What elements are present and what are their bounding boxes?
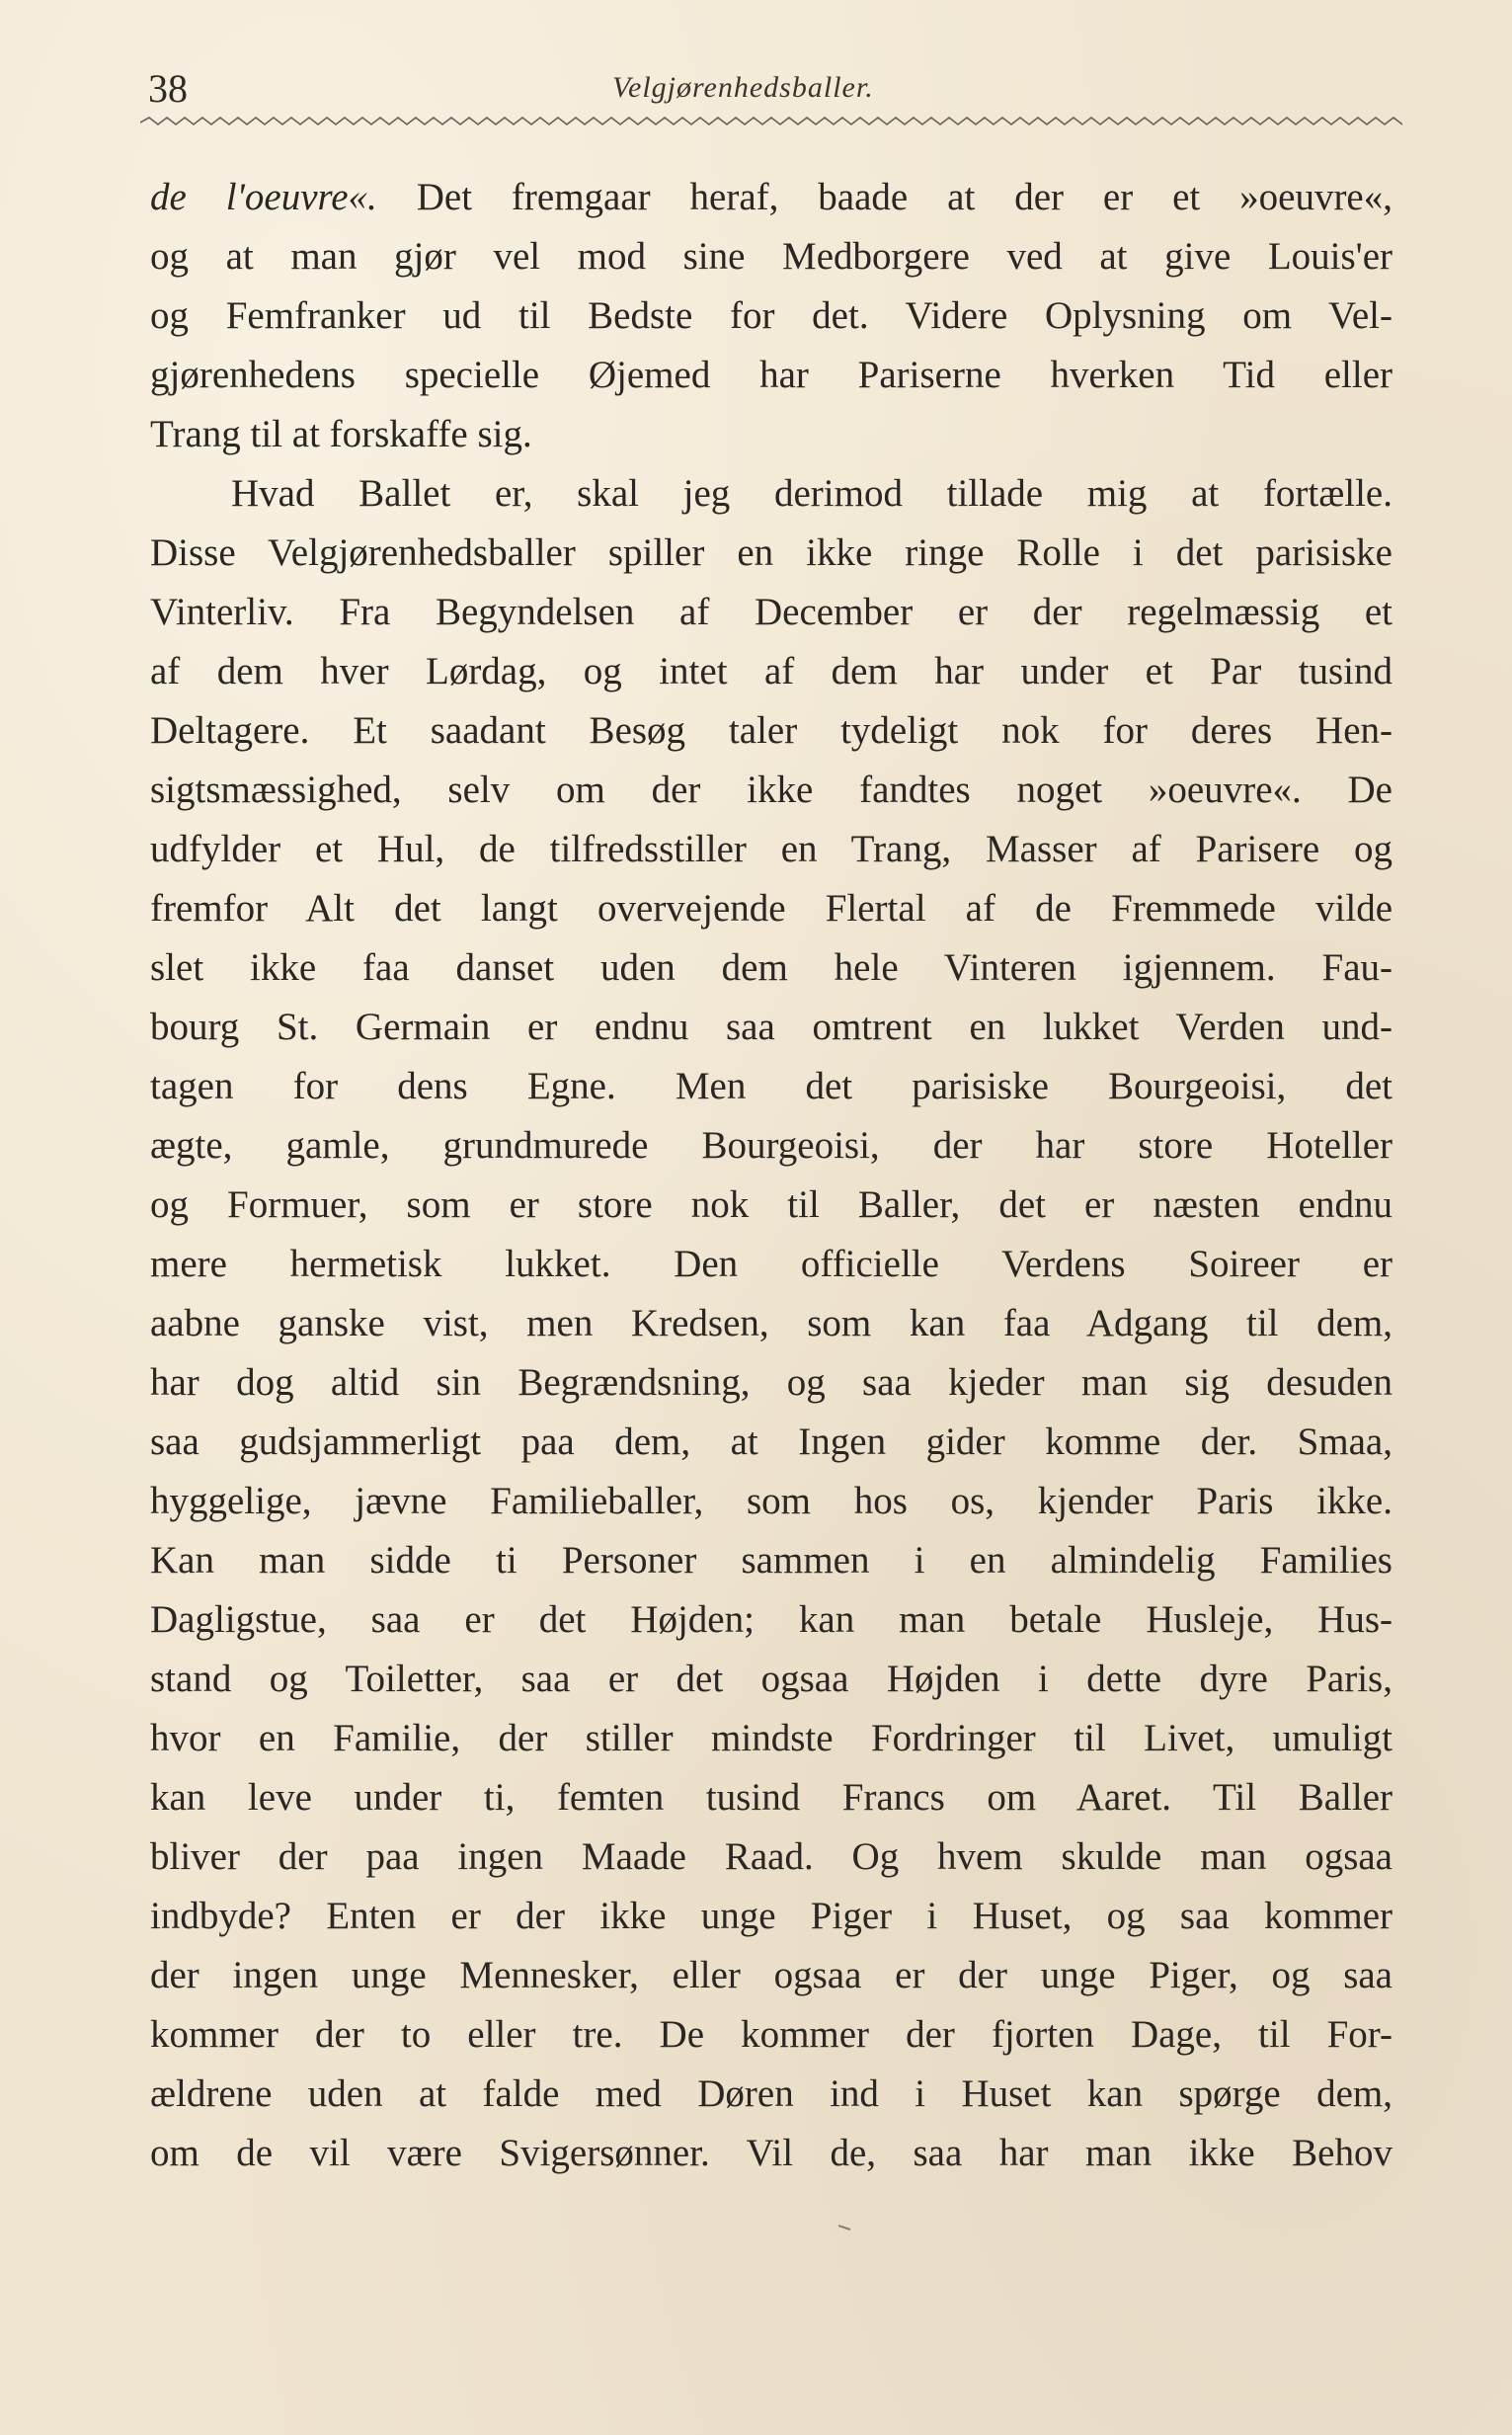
- text-line: mere hermetisk lukket. Den officielle Verdens Soireer er: [150, 1243, 1393, 1285]
- text-line: gjørenhedens specielle Øjemed har Pariserne hverken Tid eller: [150, 354, 1393, 396]
- text-line: der ingen unge Mennesker, eller ogsaa er der unge Piger, og saa: [150, 1954, 1393, 1996]
- text-line: sigtsmæssighed, selv om der ikke fandtes noget »oeuvre«. De: [150, 769, 1393, 811]
- text-line: kan leve under ti, femten tusind Francs om Aaret. Til Baller: [150, 1776, 1393, 1819]
- body-text: [150, 168, 1393, 2183]
- text-line: Vinterliv. Fra Begyndelsen af December er der regelmæssig et: [150, 591, 1393, 633]
- ornamental-rule: [140, 115, 1402, 128]
- text-line-1: [150, 168, 1393, 227]
- text-line: ældrene uden at falde med Døren ind i Huset kan spørge dem,: [150, 2072, 1393, 2115]
- text-line: fremfor Alt det langt overvejende Flertal af de Fremmede vilde: [150, 887, 1393, 930]
- text-line: tagen for dens Egne. Men det parisiske Bourgeoisi, det: [150, 1065, 1393, 1107]
- text-line: udfylder et Hul, de tilfredsstiller en Trang, Masser af Parisere og: [150, 828, 1393, 870]
- text-line: hvor en Familie, der stiller mindste Fordringer til Livet, umuligt: [150, 1717, 1393, 1759]
- text-line: af dem hver Lørdag, og intet af dem har under et Par tusind: [150, 650, 1393, 692]
- text-line: Deltagere. Et saadant Besøg taler tydeligt nok for deres Hen-: [150, 709, 1393, 752]
- text-line-1-rest: Det fremgaar heraf, baade at der er et »oeuvre«,: [376, 176, 1393, 218]
- page-header: [148, 65, 1402, 115]
- running-title: Velgjørenhedsballer.: [612, 71, 874, 104]
- text-line: saa gudsjammerligt paa dem, at Ingen gider komme der. Smaa,: [150, 1420, 1393, 1463]
- text-line: slet ikke faa danset uden dem hele Vinteren igjennem. Fau-: [150, 946, 1393, 989]
- text-line: om de vil være Svigersønner. Vil de, saa har man ikke Behov: [150, 2132, 1393, 2174]
- text-line: bliver der paa ingen Maade Raad. Og hvem skulde man ogsaa: [150, 1835, 1393, 1878]
- text-line: indbyde? Enten er der ikke unge Piger i Huset, og saa kommer: [150, 1895, 1393, 1937]
- text-line: Kan man sidde ti Personer sammen i en almindelig Families: [150, 1539, 1393, 1582]
- ink-speck: [837, 2225, 851, 2231]
- text-line: Disse Velgjørenhedsballer spiller en ikke ringe Rolle i det parisiske: [150, 531, 1393, 574]
- text-line: aabne ganske vist, men Kredsen, som kan faa Adgang til dem,: [150, 1302, 1393, 1344]
- text-line: kommer der to eller tre. De kommer der fjorten Dage, til For-: [150, 2013, 1393, 2056]
- text-line: har dog altid sin Begrændsning, og saa kjeder man sig desuden: [150, 1361, 1393, 1404]
- text-line: bourg St. Germain er endnu saa omtrent en lukket Verden und-: [150, 1006, 1393, 1048]
- text-line: Hvad Ballet er, skal jeg derimod tillade mig at fortælle.: [231, 472, 1393, 515]
- italic-phrase: de l'oeuvre«.: [150, 176, 377, 218]
- text-line: og at man gjør vel mod sine Medborgere ved at give Louis'er: [150, 235, 1393, 278]
- text-line: stand og Toiletter, saa er det ogsaa Højden i dette dyre Paris,: [150, 1658, 1393, 1700]
- text-line: Dagligstue, saa er det Højden; kan man betale Husleje, Hus-: [150, 1598, 1393, 1641]
- text-line: Trang til at forskaffe sig.: [150, 413, 532, 455]
- page-number: 38: [148, 66, 188, 111]
- text-line: ægte, gamle, grundmurede Bourgeoisi, der har store Hoteller: [150, 1124, 1393, 1167]
- text-line: hyggelige, jævne Familieballer, som hos os, kjender Paris ikke.: [150, 1480, 1393, 1522]
- text-line: og Femfranker ud til Bedste for det. Videre Oplysning om Vel-: [150, 294, 1393, 337]
- text-line: og Formuer, som er store nok til Baller, det er næsten endnu: [150, 1183, 1393, 1226]
